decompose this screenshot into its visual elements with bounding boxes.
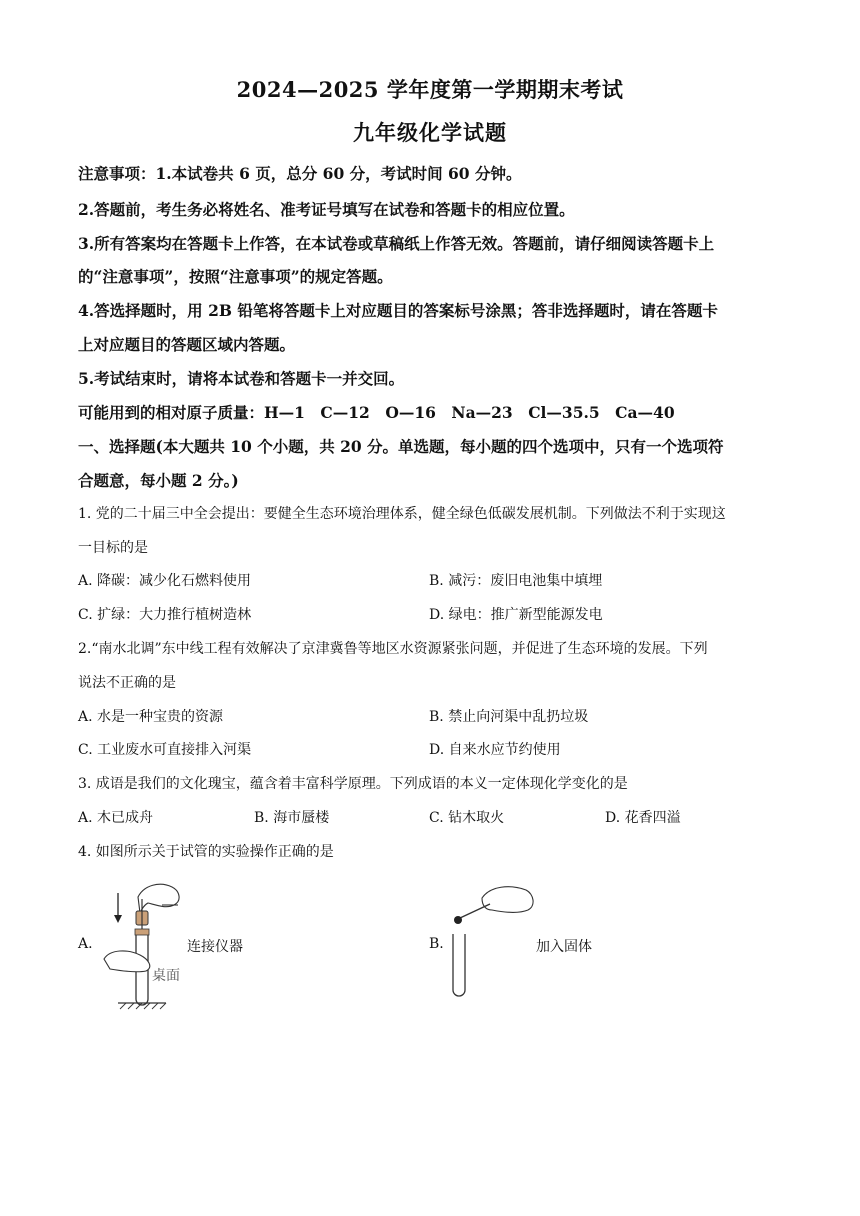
q3-option-d: D. 花香四溢 <box>605 810 681 826</box>
q3-stem: 3. 成语是我们的文化瑰宝，蕴含着丰富科学原理。下列成语的本义一定体现化学变化的是 <box>78 776 628 792</box>
q2-option-b: B. 禁止向河渠中乱扔垃圾 <box>429 709 589 725</box>
q4-option-a-letter: A. <box>78 936 93 952</box>
q2-stem-line-1: 2.“南水北调”东中线工程有效解决了京津冀鲁等地区水资源紧张问题，并促进了生态环境的发展。下列 <box>78 641 708 657</box>
note-2: 2.答题前，考生务必将姓名、准考证号填写在试卷和答题卡的相应位置。 <box>78 200 575 219</box>
q1-option-b: B. 减污：废旧电池集中填埋 <box>429 573 603 589</box>
q3-option-a: A. 木已成舟 <box>78 810 154 826</box>
note-4-line-2: 上对应题目的答题区域内答题。 <box>78 335 296 354</box>
note-3-line-1: 3.所有答案均在答题卡上作答，在本试卷或草稿纸上作答无效。答题前，请仔细阅读答题卡上 <box>78 234 715 253</box>
note-4-line-1: 4.答选择题时，用 2B 铅笔将答题卡上对应题目的答案标号涂黑；答非选择题时，请在答题卡 <box>78 301 718 320</box>
q4-option-b-caption: 加入固体 <box>536 939 592 955</box>
section-1-heading-line-1: 一、选择题(本大题共 10 个小题，共 20 分。单选题，每小题的四个选项中，只有一个选项符 <box>78 437 724 456</box>
desk-label: 桌面 <box>152 968 180 984</box>
q1-option-a: A. 降碳：减少化石燃料使用 <box>78 573 252 589</box>
atomic-masses: 可能用到的相对原子质量：H—1 C—12 O—16 Na—23 Cl—35.5 Ca—40 <box>78 403 675 422</box>
exam-subtitle: 九年级化学试题 <box>353 120 507 145</box>
connect-apparatus-illustration <box>100 875 190 1015</box>
note-3-line-2: 的“注意事项”，按照“注意事项”的规定答题。 <box>78 267 393 286</box>
q2-option-c: C. 工业废水可直接排入河渠 <box>78 742 252 758</box>
q1-option-c: C. 扩绿：大力推行植树造林 <box>78 607 252 623</box>
q4-option-a-caption: 连接仪器 <box>187 939 243 955</box>
q3-option-c: C. 钻木取火 <box>429 810 505 826</box>
note-5: 5.考试结束时，请将本试卷和答题卡一并交回。 <box>78 369 405 388</box>
q4-stem: 4. 如图所示关于试管的实验操作正确的是 <box>78 844 334 860</box>
q4-option-b-letter: B. <box>429 936 444 952</box>
q2-option-a: A. 水是一种宝贵的资源 <box>78 709 224 725</box>
q1-stem-line-2: 一目标的是 <box>78 540 148 556</box>
exam-title: 2024—2025 学年度第一学期期末考试 <box>236 77 624 102</box>
section-1-heading-line-2: 合题意，每小题 2 分。) <box>78 471 239 490</box>
q2-stem-line-2: 说法不正确的是 <box>78 675 176 691</box>
note-1: 注意事项：1.本试卷共 6 页，总分 60 分，考试时间 60 分钟。 <box>78 164 522 183</box>
add-solid-illustration <box>446 880 541 1005</box>
q1-stem-line-1: 1. 党的二十届三中全会提出：要健全生态环境治理体系，健全绿色低碳发展机制。下列做法不利于实现这 <box>78 506 726 522</box>
q1-option-d: D. 绿电：推广新型能源发电 <box>429 607 603 623</box>
q2-option-d: D. 自来水应节约使用 <box>429 742 561 758</box>
q3-option-b: B. 海市蜃楼 <box>254 810 330 826</box>
